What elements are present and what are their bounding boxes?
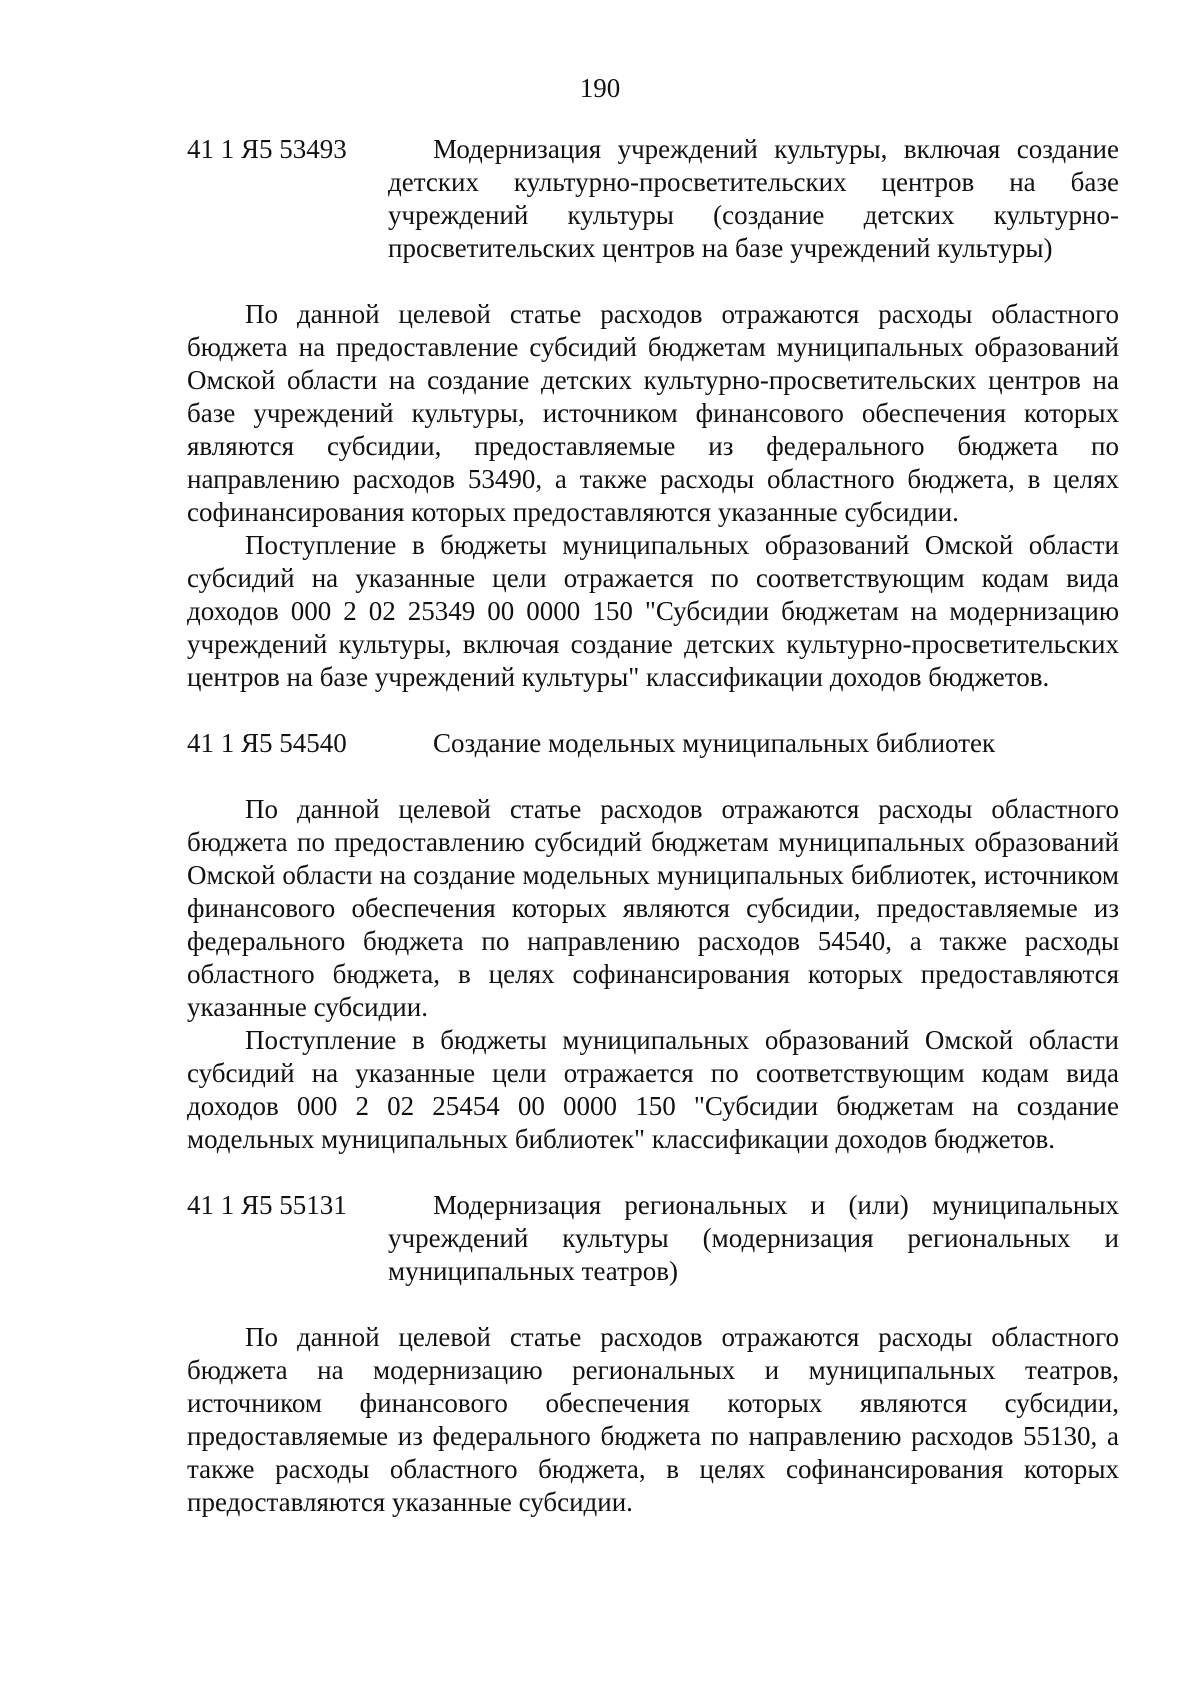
budget-code: 41 1 Я5 53493 <box>187 134 347 164</box>
section-title: Модернизация региональных и (или) муниципальных учреждений культуры (модернизация региональных и муниципальных театров) <box>388 1190 1119 1286</box>
paragraph: По данной целевой статье расходов отражаются расходы областного бюджета на модернизацию региональных и муниципальных театров, источником финансового обеспечения которых являются субсидии, предоставляемые из федерального бюджета по направлению расходов 55130, а также расходы областного бюджета, в целях софинансирования которых предоставляются указанные субсидии. <box>187 1322 1119 1517</box>
paragraph: Поступление в бюджеты муниципальных образований Омской области субсидий на указанные цели отражается по соответствующим кодам вида доходов 000 2 02 25349 00 0000 150 "Субсидии бюджетам на модернизацию учреждений культуры, включая создание детских культурно-просветительских центров на базе учреждений культуры" классификации доходов бюджетов. <box>187 530 1119 692</box>
section-title: Модернизация учреждений культуры, включая создание детских культурно-просветительских центров на базе учреждений культуры (создание детских культурно-просветительских центров на базе учреждений культуры) <box>388 134 1119 263</box>
budget-code: 41 1 Я5 55131 <box>187 1190 347 1220</box>
section-heading <box>187 1189 1119 1288</box>
section-heading <box>187 727 1119 760</box>
paragraph: По данной целевой статье расходов отражаются расходы областного бюджета по предоставлению субсидий бюджетам муниципальных образований Омской области на создание модельных муниципальных библиотек, источником финансового обеспечения которых являются субсидии, предоставляемые из федерального бюджета по направлению расходов 54540, а также расходы областного бюджета, в целях софинансирования которых предоставляются указанные субсидии. <box>187 794 1119 1022</box>
paragraph: По данной целевой статье расходов отражаются расходы областного бюджета на предоставление субсидий бюджетам муниципальных образований Омской области на создание детских культурно-просветительских центров на базе учреждений культуры, источником финансового обеспечения которых являются субсидии, предоставляемые из федерального бюджета по направлению расходов 53490, а также расходы областного бюджета, в целях софинансирования которых предоставляются указанные субсидии. <box>187 299 1119 527</box>
paragraph: Поступление в бюджеты муниципальных образований Омской области субсидий на указанные цели отражается по соответствующим кодам вида доходов 000 2 02 25454 00 0000 150 "Субсидии бюджетам на создание модельных муниципальных библиотек" классификации доходов бюджетов. <box>187 1025 1119 1154</box>
page-number: 190 <box>579 73 621 103</box>
document-content <box>187 133 1119 1519</box>
budget-code: 41 1 Я5 54540 <box>187 728 347 758</box>
section-title: Создание модельных муниципальных библиотек <box>433 728 996 758</box>
section-heading <box>187 133 1119 265</box>
